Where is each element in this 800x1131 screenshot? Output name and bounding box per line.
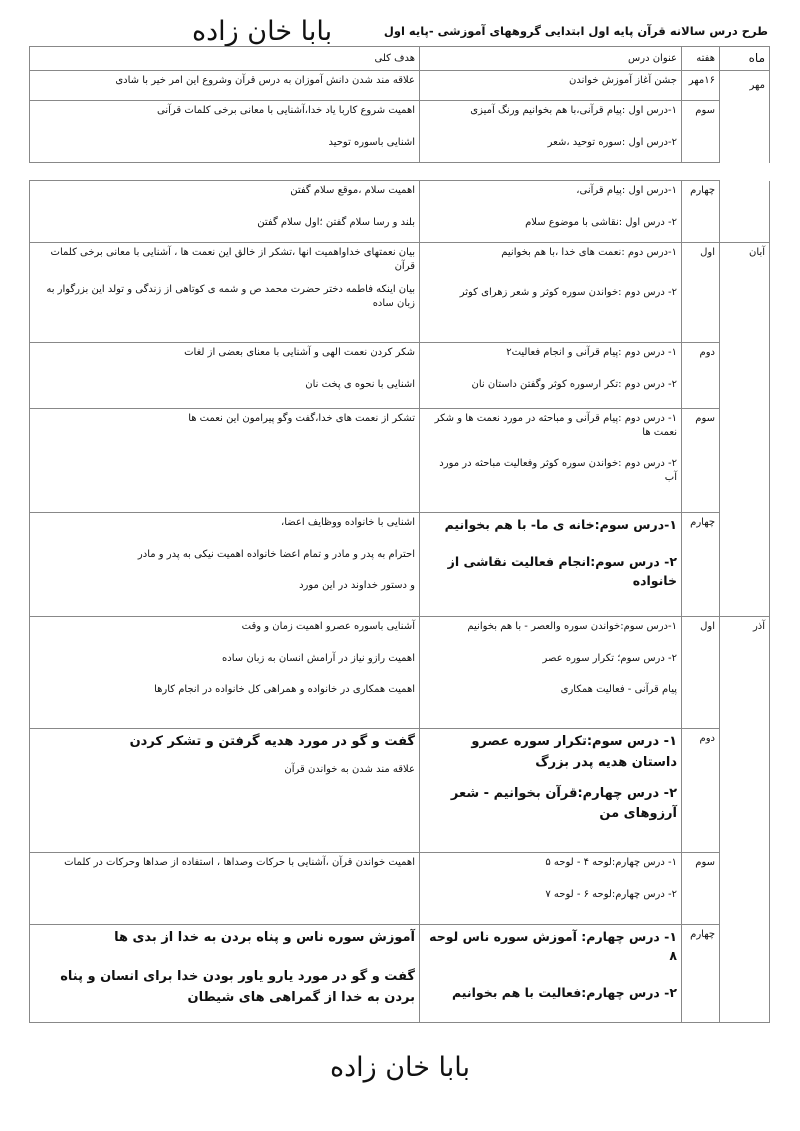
lesson-cell [420,101,682,163]
table-row [30,181,770,243]
goal-line: اشنایی با نحوه ی پخت نان [305,378,415,390]
month-cell [720,163,770,181]
lesson-line: ۱-درس اول :پیام قرآنی،با هم بخوانیم ورنگ آمیزی [470,105,677,116]
goal-cell [30,343,420,409]
goal-cell [30,617,420,729]
month-cell [720,243,770,343]
goal-cell [30,71,420,101]
table-row [30,71,770,101]
goal-line: اهمیت همکاری در خانواده و همراهی کل خانواده در انجام کارها [154,684,415,695]
lesson-cell [420,343,682,409]
goal-cell [30,243,420,343]
week-cell: اول [682,243,720,343]
goal-line: تشکر از نعمت های خدا،گفت وگو پیرامون این نعمت ها [188,413,415,424]
lesson-line: ۱- درس چهارم:لوحه ۴ - لوحه ۵ [545,857,677,868]
header-lesson: عنوان درس [420,47,682,71]
lesson-line: ۱-درس سوم:خواندن سوره والعصر - با هم بخوانیم [467,621,677,632]
lesson-line: ۱-درس دوم :نعمت های خدا ،با هم بخوانیم [501,247,677,258]
goal-line: اشنایی با خانواده ووظایف اعضا، [280,517,415,528]
month-cell [720,513,770,617]
goal-line: آموزش سوره ناس و پناه بردن به خدا از بدی ها [114,930,415,945]
table-row [30,343,770,409]
goal-line: گفت و گو در مورد یارو یاور بودن خدا برای انسان و پناه بردن به خدا از گمراهی های شیطان [60,968,415,1005]
month-label: آبان [749,247,765,258]
goal-line: اهمیت خواندن قرآن ،آشنایی با حرکات وصداها ، استفاده از صداها وحرکات در کلمات [64,857,415,868]
goal-line: اشنایی باسوره توحید [328,136,415,148]
goal-line: بیان نعمتهای خداواهمیت انها ،تشکر از خالق این نعمت ها ، آشنایی با معانی برخی کلمات قرآن [50,247,415,272]
month-label: آذر [752,621,765,632]
month-label: مهر [749,80,765,91]
lesson-cell [420,71,682,101]
lesson-cell [420,243,682,343]
lesson-cell [420,617,682,729]
goal-line: آشنایی باسوره عصرو اهمیت زمان و وقت [241,621,415,632]
lesson-line: جشن آغاز آموزش خواندن [569,75,677,86]
lesson-cell [420,513,682,617]
goal-line: شکر کردن نعمت الهی و آشنایی با معنای بعضی از لغات [184,347,415,358]
week-cell: سوم [682,409,720,513]
goal-cell [30,513,420,617]
month-cell [720,409,770,513]
week-cell: چهارم [682,513,720,617]
month-cell [720,617,770,729]
table-row [30,513,770,617]
month-cell [720,181,770,243]
lesson-line: ۱-درس اول :پیام قرآنی، [576,185,677,196]
header-goal: هدف کلی [30,47,420,71]
lesson-cell [420,853,682,925]
table-row [30,729,770,853]
month-cell [720,729,770,853]
lesson-line: پیام قرآنی - فعالیت همکاری [560,684,677,695]
goal-cell [30,181,420,243]
week-cell: سوم [682,101,720,163]
lesson-line: ۲- درس دوم :تکر ارسوره کوثر وگفتن داستان نان [471,378,677,390]
goal-line: گفت و گو در مورد هدیه گرفتن و تشکر کردن [129,734,415,749]
week-cell: چهارم [682,925,720,1023]
table-row [30,617,770,729]
goal-cell [30,729,420,853]
lesson-line: ۱- درس دوم :پیام قرآنی و انجام فعالیت۲ [506,347,677,358]
week-cell: دوم [682,729,720,853]
lesson-line: ۲- درس دوم :خواندن سوره کوثر و شعر زهرای کوثر [459,286,677,298]
month-cell [720,343,770,409]
goal-line: بیان اینکه فاطمه دختر حضرت محمد ص و شمه ی کوتاهی از زندگی و تولد این بزرگوار به زبان ساده [46,284,415,309]
table-header-row [30,47,770,71]
goal-line: اهمیت رازو نیاز در آرامش انسان به زبان ساده [222,652,415,664]
goal-cell [30,101,420,163]
goal-line: احترام به پدر و مادر و تمام اعضا خانواده اهمیت نیکی به پدر و مادر [137,548,415,560]
lesson-cell [420,181,682,243]
goal-cell [30,409,420,513]
month-cell [720,853,770,925]
month-cell [720,101,770,163]
spacer-cell [682,163,720,181]
goal-cell [30,853,420,925]
spacer-cell [420,163,682,181]
month-cell [720,71,770,101]
week-cell: چهارم [682,181,720,243]
table-row [30,243,770,343]
table-row [30,853,770,925]
table-row [30,409,770,513]
lesson-line: ۲- درس اول :نقاشی با موضوع سلام [525,216,677,228]
week-cell: دوم [682,343,720,409]
goal-line: علاقه مند شدن دانش آموزان به درس قرآن وشروع این امر خیر با شادی [115,75,415,86]
table-row [30,925,770,1023]
row-spacer [30,163,770,181]
lesson-cell [420,409,682,513]
author-name-top: بابا خان زاده [192,16,333,47]
lesson-cell [420,925,682,1023]
lesson-line: ۲- درس دوم :خواندن سوره کوثر وفعالیت مباحثه در مورد آب [439,458,677,483]
goal-line: و دستور خداوند در این مورد [299,580,415,591]
lesson-line: ۱- درس چهارم: آموزش سوره ناس لوحه ۸ [429,929,677,963]
table-row [30,101,770,163]
author-name-bottom: بابا خان زاده [329,1052,471,1083]
lesson-line: ۲- درس چهارم:لوحه ۶ - لوحه ۷ [545,888,677,900]
header-week: هفته [682,47,720,71]
goal-cell [30,925,420,1023]
lesson-line: ۱- درس سوم:تکرار سوره عصرو داستان هدیه پدر بزرگ [471,734,677,770]
week-cell: اول [682,617,720,729]
goal-line: اهمیت شروع کاربا یاد خدا،آشنایی با معانی برخی کلمات قرآنی [157,105,415,116]
spacer-cell [30,163,420,181]
week-cell: سوم [682,853,720,925]
lesson-line: ۲- درس چهارم:فعالیت با هم بخوانیم [452,984,677,1000]
page-header [32,16,768,48]
lesson-line: ۲- درس چهارم:قرآن بخوانیم - شعر آرزوهای من [450,785,677,822]
lesson-line: ۱- درس دوم :پیام قرآنی و مباحثه در مورد نعمت ها و شکر نعمت ها [434,413,677,438]
month-cell [720,925,770,1023]
goal-line: بلند و رسا سلام گفتن ؛اول سلام گفتن [257,216,415,228]
lesson-plan-table [29,46,770,1023]
goal-line: اهمیت سلام ،موقع سلام گفتن [290,185,415,196]
document-title: طرح درس سالانه قرآن پایه اول ابتدایی گروههای آموزشی -پایه اول [383,24,768,38]
lesson-line: ۲- درس سوم؛ تکرار سوره عصر [542,652,677,664]
lesson-cell [420,729,682,853]
goal-line: علاقه مند شدن به خواندن قرآن [284,763,415,775]
lesson-line: ۱-درس سوم:خانه ی ما- با هم بخوانیم [444,517,677,532]
week-cell: ۱۶مهر [682,71,720,101]
header-month: ماه [720,47,770,71]
lesson-line: ۲- درس سوم:انجام فعالیت نقاشی از خانواده [447,553,677,588]
lesson-line: ۲-درس اول :سوره توحید ،شعر [547,136,677,148]
